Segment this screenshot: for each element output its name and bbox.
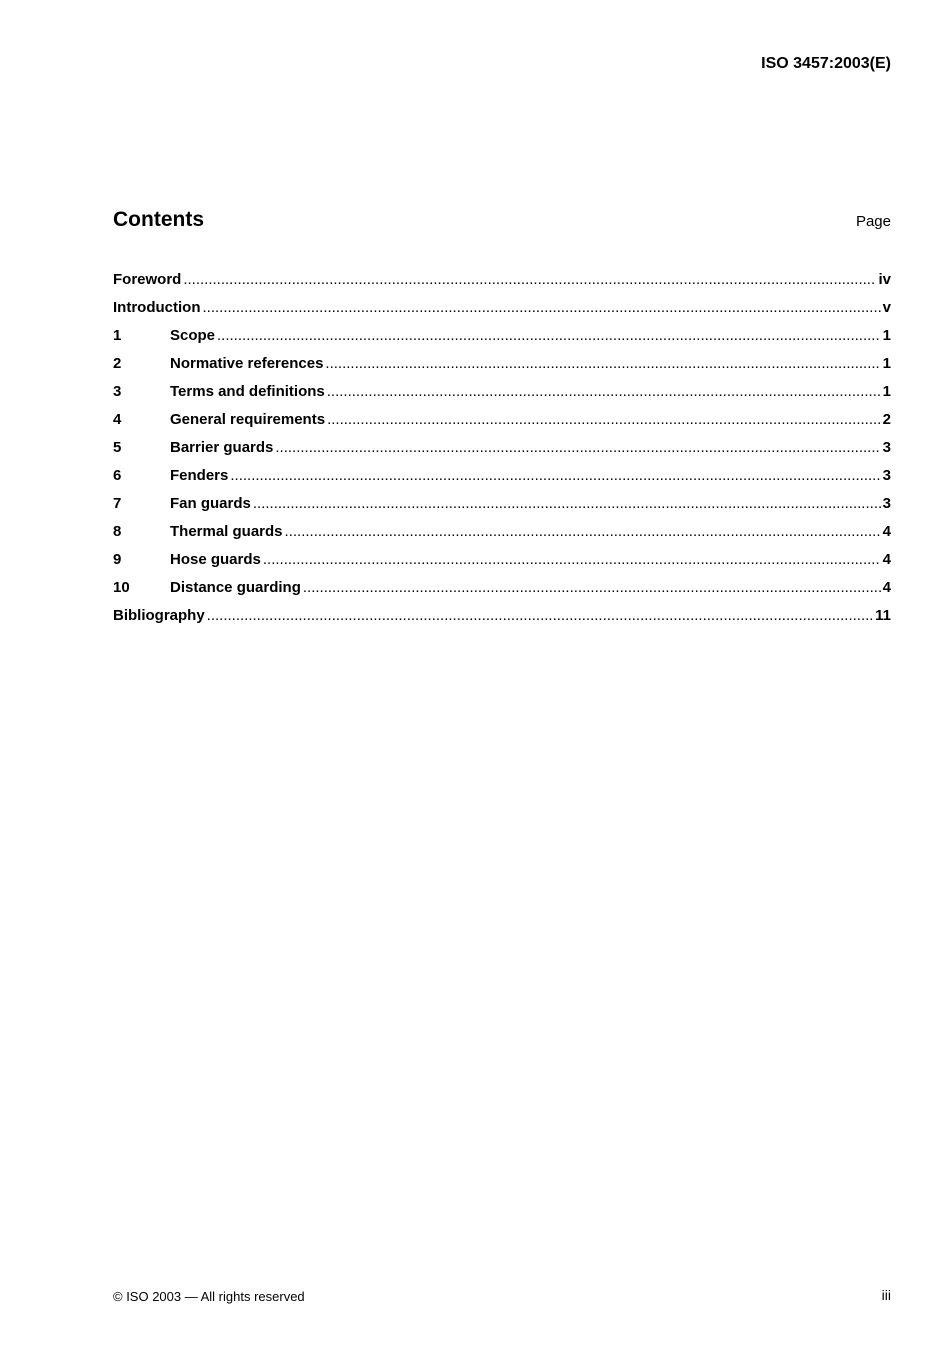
- toc-dot-leader: [207, 607, 873, 624]
- toc-entry[interactable]: [113, 349, 891, 377]
- toc-entry-title: Terms and definitions: [170, 382, 325, 400]
- toc-dot-leader: [327, 383, 881, 400]
- toc-entry-page: 3: [882, 494, 891, 512]
- toc-entry-page: 1: [882, 354, 891, 372]
- toc-entry-title: Distance guarding: [170, 578, 301, 596]
- toc-dot-leader: [275, 439, 880, 456]
- toc-entry-title: Bibliography: [113, 606, 205, 624]
- toc-entry-page: 4: [882, 522, 891, 540]
- toc-entry-title: Fenders: [170, 466, 229, 484]
- page-column-label: Page: [855, 213, 891, 230]
- toc-entry-title: Scope: [170, 326, 216, 344]
- toc-dot-leader: [230, 467, 880, 484]
- toc-entry[interactable]: [113, 517, 891, 545]
- toc-entry-title: Normative references: [170, 354, 324, 372]
- toc-entry-number: 9: [113, 550, 122, 568]
- toc-entry-number: 1: [113, 326, 122, 344]
- toc-entry-page: iv: [878, 270, 891, 288]
- toc-entry-page: 3: [882, 438, 891, 456]
- table-of-contents: [113, 265, 891, 629]
- toc-entry-page: 2: [882, 410, 891, 428]
- toc-dot-leader: [325, 355, 880, 372]
- toc-dot-leader: [253, 495, 881, 512]
- toc-entry-number: 7: [113, 494, 122, 512]
- toc-dot-leader: [202, 299, 880, 316]
- toc-entry[interactable]: [113, 545, 891, 573]
- toc-dot-leader: [303, 579, 881, 596]
- toc-dot-leader: [183, 271, 876, 288]
- toc-entry-number: 2: [113, 354, 122, 372]
- toc-entry-number: 4: [113, 410, 122, 428]
- toc-entry-number: 5: [113, 438, 122, 456]
- toc-dot-leader: [327, 411, 881, 428]
- toc-entry-page: 1: [882, 326, 891, 344]
- toc-entry-page: 4: [882, 578, 891, 596]
- contents-heading-row: [113, 208, 891, 232]
- toc-entry-title: General requirements: [170, 410, 326, 428]
- toc-entry[interactable]: [113, 293, 891, 321]
- toc-entry[interactable]: [113, 377, 891, 405]
- toc-entry[interactable]: [113, 265, 891, 293]
- copyright-notice: © ISO 2003 — All rights reserved: [113, 1289, 305, 1304]
- toc-entry[interactable]: [113, 321, 891, 349]
- toc-entry-title: Foreword: [113, 270, 182, 288]
- toc-entry-page: v: [882, 298, 891, 316]
- toc-entry-page: 4: [882, 550, 891, 568]
- toc-entry-title: Introduction: [113, 298, 201, 316]
- toc-entry[interactable]: [113, 573, 891, 601]
- toc-entry-number: 10: [113, 578, 130, 596]
- toc-entry-title: Thermal guards: [170, 522, 283, 540]
- toc-entry-title: Hose guards: [170, 550, 261, 568]
- toc-dot-leader: [285, 523, 881, 540]
- toc-entry[interactable]: [113, 489, 891, 517]
- toc-entry-title: Fan guards: [170, 494, 251, 512]
- toc-entry-number: 6: [113, 466, 122, 484]
- toc-entry[interactable]: [113, 461, 891, 489]
- toc-entry-number: 3: [113, 382, 122, 400]
- document-reference: ISO 3457:2003(E): [761, 55, 891, 72]
- toc-entry-page: 11: [875, 606, 891, 624]
- toc-dot-leader: [263, 551, 881, 568]
- toc-entry[interactable]: [113, 405, 891, 433]
- page-number: iii: [881, 1287, 891, 1303]
- toc-entry-title: Barrier guards: [170, 438, 274, 456]
- toc-entry[interactable]: [113, 433, 891, 461]
- contents-title: Contents: [113, 208, 204, 231]
- toc-entry-page: 1: [882, 382, 891, 400]
- toc-entry-page: 3: [882, 466, 891, 484]
- toc-entry-number: 8: [113, 522, 122, 540]
- toc-dot-leader: [217, 327, 881, 344]
- toc-entry[interactable]: [113, 601, 891, 629]
